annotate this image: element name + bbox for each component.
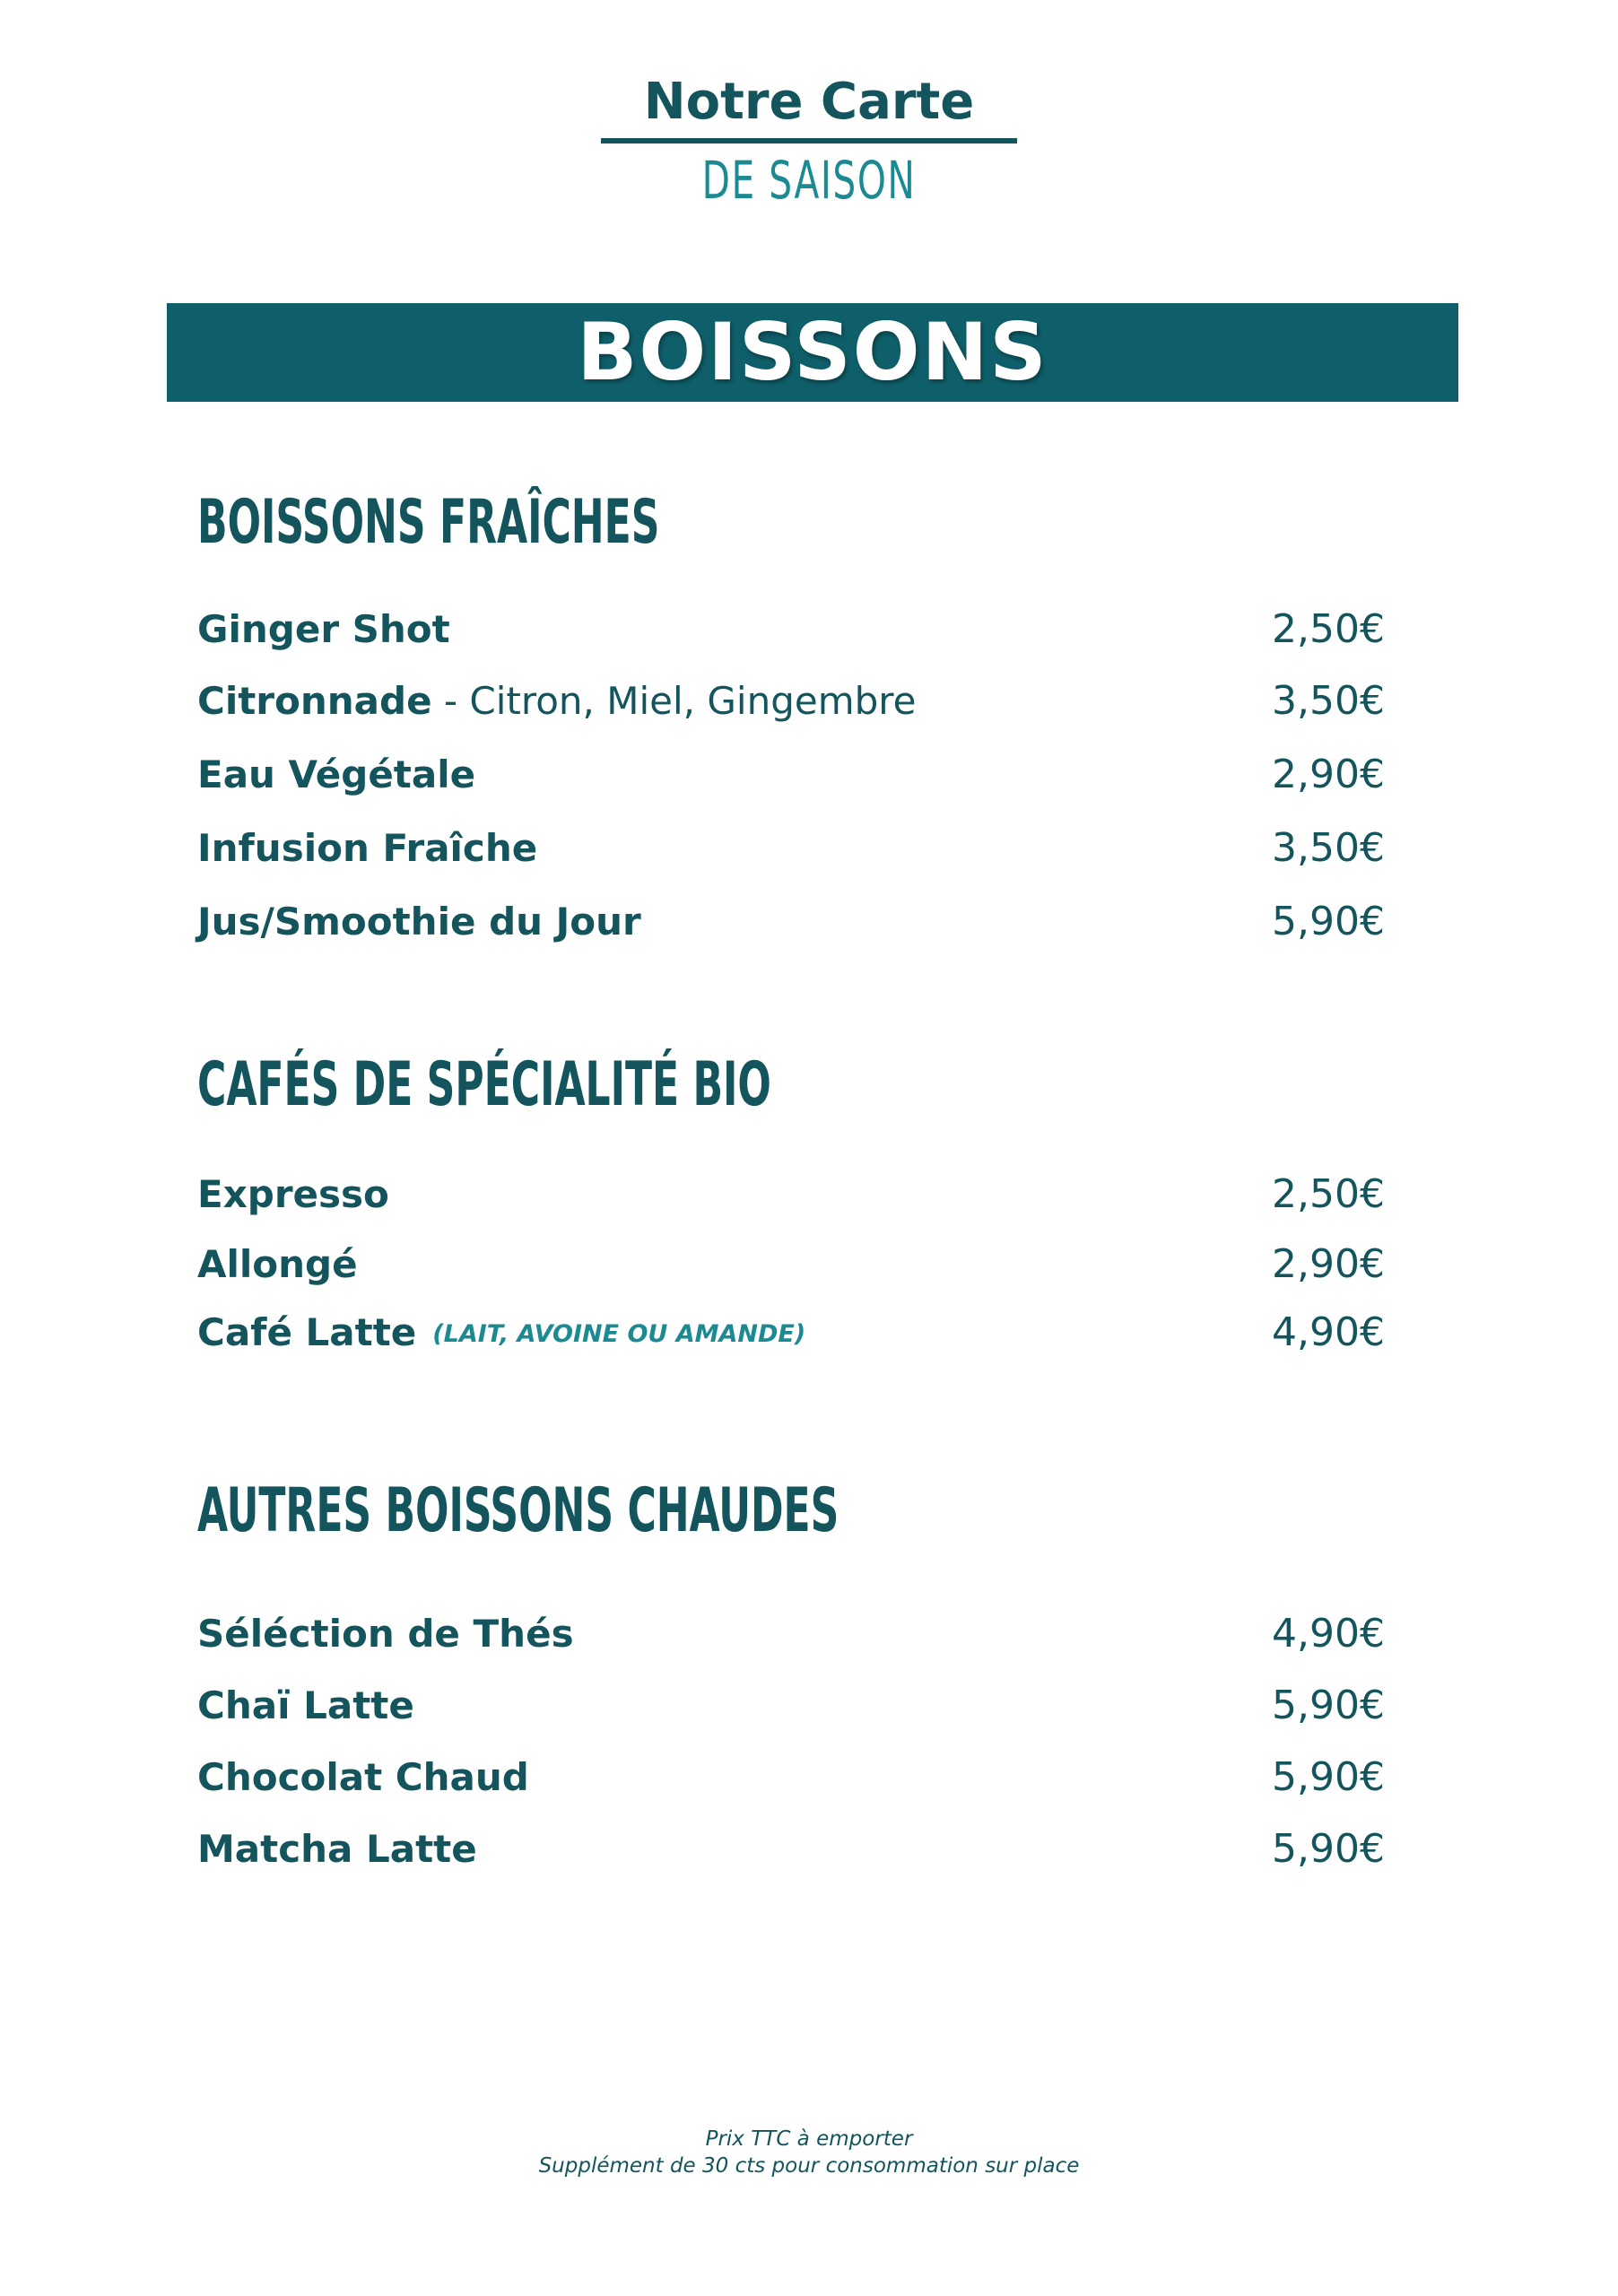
menu-item	[197, 822, 1390, 875]
category-banner: BOISSONS	[167, 303, 1458, 402]
item-name: Séléction de Thés	[197, 1612, 574, 1656]
item-price: 4,90€	[1272, 1611, 1385, 1657]
item-price: 2,90€	[1272, 752, 1385, 797]
item-name: Citronnade - Citron, Miel, Gingembre	[197, 679, 917, 723]
menu-item	[197, 895, 1390, 949]
menu-item	[197, 1238, 1390, 1292]
item-name: Infusion Fraîche	[197, 826, 538, 870]
footer-supplement-note: Supplément de 30 cts pour consommation sur place	[538, 2154, 1080, 2178]
item-name: Café Latte (LAIT, AVOINE OU AMANDE)	[197, 1310, 806, 1354]
menu-item	[197, 603, 1390, 657]
section-title-autres-boissons-chaudes: AUTRES BOISSONS CHAUDES	[197, 1475, 839, 1546]
item-price: 5,90€	[1272, 1754, 1385, 1800]
item-price: 4,90€	[1272, 1309, 1385, 1355]
item-name: Jus/Smoothie du Jour	[197, 900, 641, 944]
item-description: - Citron, Miel, Gingembre	[431, 679, 917, 723]
menu-subtitle: DE SAISON	[701, 150, 917, 211]
item-price: 2,50€	[1272, 1171, 1385, 1217]
menu-item	[197, 1607, 1390, 1661]
item-price: 2,90€	[1272, 1241, 1385, 1287]
item-price: 5,90€	[1272, 1683, 1385, 1728]
item-name: Chaï Latte	[197, 1683, 414, 1727]
item-name: Expresso	[197, 1172, 389, 1216]
item-note: (LAIT, AVOINE OU AMANDE)	[432, 1320, 806, 1348]
item-price: 5,90€	[1272, 899, 1385, 944]
item-price: 3,50€	[1272, 678, 1385, 724]
item-name: Chocolat Chaud	[197, 1755, 529, 1799]
menu-item	[197, 1822, 1390, 1876]
menu-item	[197, 1168, 1390, 1222]
item-price: 2,50€	[1272, 606, 1385, 652]
menu-item	[197, 674, 1390, 728]
menu-item	[197, 1306, 1390, 1360]
item-name: Eau Végétale	[197, 752, 476, 796]
item-name: Allongé	[197, 1242, 358, 1286]
item-name: Ginger Shot	[197, 607, 450, 651]
menu-item	[197, 1751, 1390, 1805]
menu-footer	[0, 2126, 1618, 2179]
menu-title: Notre Carte	[601, 72, 1017, 144]
section-title-boissons-fraiches: BOISSONS FRAÎCHES	[197, 487, 660, 558]
menu-item	[197, 748, 1390, 802]
item-name: Matcha Latte	[197, 1827, 477, 1871]
footer-price-note: Prix TTC à emporter	[705, 2127, 913, 2151]
section-title-cafes-specialite: CAFÉS DE SPÉCIALITÉ BIO	[197, 1049, 771, 1120]
menu-item	[197, 1679, 1390, 1733]
menu-header	[0, 72, 1618, 212]
item-price: 5,90€	[1272, 1826, 1385, 1872]
item-price: 3,50€	[1272, 825, 1385, 871]
